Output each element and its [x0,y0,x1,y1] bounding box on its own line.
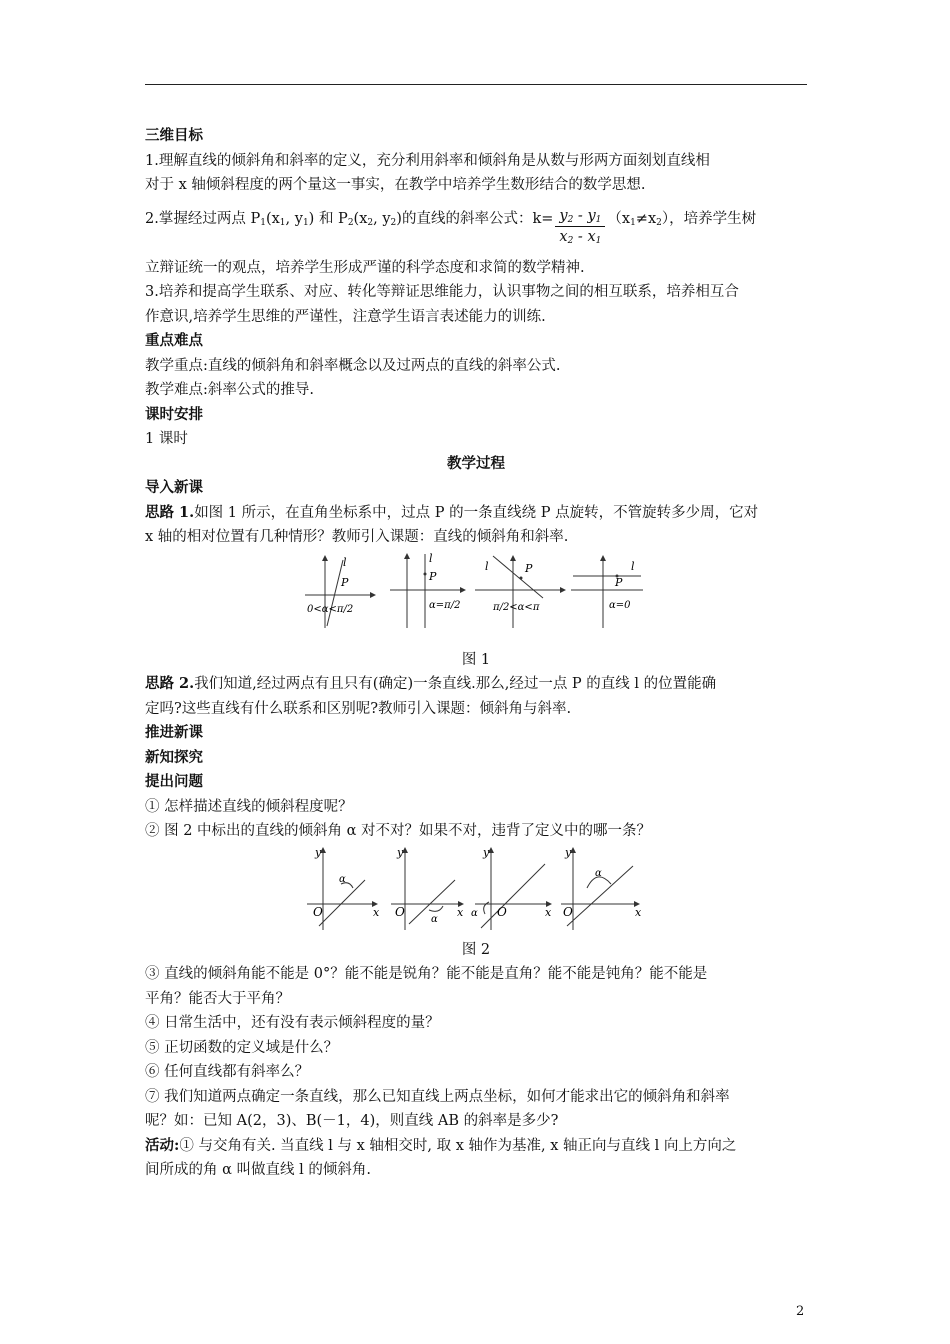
svg-text:y: y [315,845,322,859]
svg-text:P: P [615,575,623,589]
section-title-intro: 导入新课 [145,479,203,496]
paragraph: 教学难点:斜率公式的推导. [145,382,314,398]
activity-paragraph: 间所成的角 α 叫做直线 l 的倾斜角. [145,1162,371,1178]
svg-text:l: l [343,555,347,569]
page-number: 2 [796,1304,805,1319]
svg-text:l: l [485,559,489,573]
svg-text:O: O [563,904,573,919]
paragraph: 教学重点:直线的倾斜角和斜率概念以及过两点的直线的斜率公式. [145,357,561,374]
question-item: ⑦ 我们知道两点确定一条直线，那么已知直线上两点坐标，如何才能求出它的倾斜角和斜率 [145,1088,730,1105]
question-item: 呢？如：已知 A(2，3)、B(－1，4)，则直线 AB 的斜率是多少? [145,1113,559,1129]
section-title-advance: 推进新课 [145,724,203,741]
slope-formula-line: 2.掌握经过两点 $P_1(x_1$, $y_1$) 和 $P_2(x_2$, $y_2$)的直线的斜率公式：k= $\frac{y_2 - y_1}{x_2 - x_1}$ $(x_1\ne x_2)$，培养学生树 [145,207,757,246]
paragraph: 1.理解直线的倾斜角和斜率的定义，充分利用斜率和倾斜角是从数与形两方面刻划直线相 [145,152,710,169]
svg-text:y: y [565,845,572,859]
svg-text:O: O [497,904,507,919]
svg-text:x: x [457,905,464,919]
svg-text:O: O [395,904,405,919]
slope-fraction: $\frac{y_2 - y_1}{x_2 - x_1}$ [555,206,605,247]
svg-text:π/2<α<π: π/2<α<π [493,601,540,613]
svg-text:α=π/2: α=π/2 [429,599,461,611]
question-item: ③ 直线的倾斜角能不能是 0°？能不能是锐角？能不能是直角？能不能是钝角？能不能是 [145,966,708,982]
svg-text:x: x [545,905,552,919]
figure-2-caption: 图 2 [461,941,491,958]
paragraph: 1 课时 [145,431,188,447]
activity-paragraph: 活动:① 与交角有关. 当直线 l 与 x 轴相交时, 取 x 轴作为基准, x 轴正向与直线 l 向上方向之 [145,1136,737,1154]
svg-text:x: x [373,905,380,919]
section-title-explore: 新知探究 [145,748,203,766]
question-item: ④ 日常生活中，还有没有表示倾斜程度的量？ [145,1015,440,1031]
svg-text:0<α<π/2: 0<α<π/2 [307,603,354,615]
paragraph: 3.培养和提高学生联系、对应、转化等辩证思维能力，认识事物之间的相互联系，培养相互合 [145,284,739,300]
svg-text:α: α [595,867,602,879]
svg-text:α: α [471,907,478,919]
question-item: ① 怎样描述直线的倾斜程度呢？ [145,798,353,815]
svg-text:x: x [635,905,642,919]
svg-text:P: P [525,561,533,575]
section-title-process: 教学过程 [447,454,505,472]
section-title-objectives: 三维目标 [145,127,203,144]
svg-text:P: P [429,569,437,583]
svg-text:l: l [631,559,635,573]
svg-text:l: l [429,551,433,565]
section-title-schedule: 课时安排 [145,405,203,423]
question-item: ⑤ 正切函数的定义域是什么？ [145,1039,339,1056]
svg-text:y: y [483,845,490,859]
document-body [145,124,807,1183]
paragraph: 立辩证统一的观点，培养学生形成严谨的科学态度和求简的数学精神. [145,259,585,276]
paragraph: 思路 2.我们知道,经过两点有且只有(确定)一条直线.那么,经过一点 P 的直线 l 的位置能确 [145,675,717,692]
section-title-questions: 提出问题 [145,773,203,790]
paragraph: x 轴的相对位置有几种情形？教师引入课题：直线的倾斜角和斜率. [145,529,569,545]
question-item: ⑥ 任何直线都有斜率么？ [145,1064,310,1080]
svg-text:α: α [339,873,346,885]
paragraph: 对于 x 轴倾斜程度的两个量这一事实，在教学中培养学生数形结合的数学思想. [145,177,646,193]
header-rule [145,84,807,85]
section-title-keypoints: 重点难点 [145,332,203,349]
figure-1-diagram [303,550,643,632]
figure-2-diagram [305,844,645,934]
svg-text:α: α [431,913,438,925]
figure-1-caption: 图 1 [461,651,491,668]
svg-text:y: y [397,845,404,859]
question-item: 平角？能否大于平角？ [145,990,290,1007]
svg-text:O: O [313,904,323,919]
svg-text:α=0: α=0 [609,599,631,611]
paragraph: 定吗?这些直线有什么联系和区别呢?教师引入课题：倾斜角与斜率. [145,700,572,717]
question-item: ② 图 2 中标出的直线的倾斜角 α 对不对？如果不对，违背了定义中的哪一条？ [145,823,652,839]
svg-text:P: P [341,575,349,589]
paragraph: 作意识,培养学生思维的严谨性，注意学生语言表述能力的训练. [145,308,546,325]
paragraph: 思路 1.如图 1 所示，在直角坐标系中，过点 P 的一条直线绕 P 点旋转，不管旋转多少周，它对 [145,503,759,521]
